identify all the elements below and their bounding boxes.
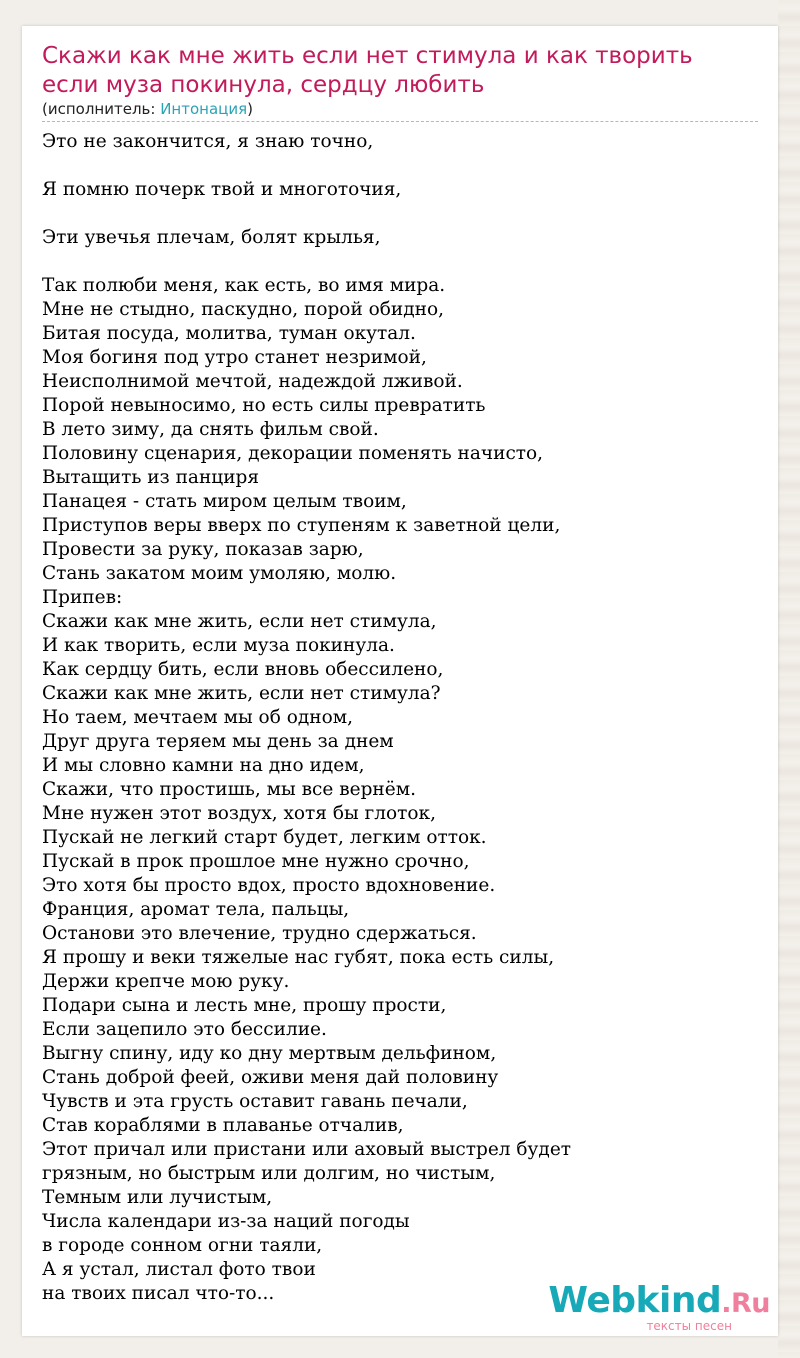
- performer-line: [42, 100, 253, 118]
- lyric-line: Друг друга теряем мы день за днем: [42, 731, 394, 752]
- page-background-edge: [778, 0, 800, 1358]
- lyric-line: на твоих писал что-то...: [42, 1283, 275, 1304]
- lyric-line: Как сердцу бить, если вновь обессилено,: [42, 659, 444, 680]
- lyric-line: Я прошу и веки тяжелые нас губят, пока есть силы,: [42, 947, 555, 968]
- lyric-line: Провести за руку, показав зарю,: [42, 539, 364, 560]
- lyric-line: Битая посуда, молитва, туман окутал.: [42, 323, 416, 344]
- lyric-line: Моя богиня под утро станет незримой,: [42, 347, 427, 368]
- lyric-line: Так полюби меня, как есть, во имя мира.: [42, 275, 446, 296]
- lyric-line: Панацея - стать миром целым твоим,: [42, 491, 407, 512]
- song-title: Скажи как мне жить если нет стимула и как творить если муза покинула, сердцу любить: [42, 43, 693, 98]
- site-logo-name: [548, 1280, 770, 1322]
- lyric-line: Половину сценария, декорации поменять начисто,: [42, 443, 544, 464]
- lyric-line: Приступов веры вверх по ступеням к заветной цели,: [42, 515, 561, 536]
- lyric-line: В лето зиму, да снять фильм свой.: [42, 419, 379, 440]
- lyric-line: Числа календари из-за наций погоды: [42, 1211, 410, 1232]
- lyric-line: Пускай не легкий старт будет, легким отток.: [42, 827, 487, 848]
- lyric-line: Франция, аромат тела, пальцы,: [42, 899, 350, 920]
- performer-prefix: (исполнитель:: [42, 100, 161, 118]
- lyric-line: Вытащить из панциря: [42, 467, 260, 488]
- lyric-line: Припев:: [42, 587, 123, 608]
- lyric-line: Мне нужен этот воздух, хотя бы глоток,: [42, 803, 436, 824]
- lyrics-text: [42, 130, 752, 1306]
- lyric-line: Стань доброй феей, оживи меня дай половину: [42, 1067, 499, 1088]
- lyric-line: грязным, но быстрым или долгим, но чистым,: [42, 1163, 496, 1184]
- performer-suffix: ): [247, 100, 253, 118]
- lyric-line: Мне не стыдно, паскудно, порой обидно,: [42, 299, 444, 320]
- lyric-line: Эти увечья плечам, болят крылья,: [42, 227, 381, 248]
- lyric-line: Порой невыносимо, но есть силы превратить: [42, 395, 486, 416]
- site-logo-tld: .Ru: [721, 1288, 770, 1319]
- lyric-line: Это хотя бы просто вдох, просто вдохновение.: [42, 875, 496, 896]
- site-logo-tagline: тексты песен: [646, 1319, 732, 1333]
- lyric-line: Скажи, что простишь, мы все вернём.: [42, 779, 416, 800]
- lyric-line: И мы словно камни на дно идем,: [42, 755, 365, 776]
- performer-link[interactable]: Интонация: [160, 100, 248, 118]
- lyric-line: Пускай в прок прошлое мне нужно срочно,: [42, 851, 470, 872]
- site-logo[interactable]: [548, 1280, 770, 1333]
- lyric-line: Темным или лучистым,: [42, 1187, 273, 1208]
- lyric-line: Это не закончится, я знаю точно,: [42, 131, 374, 152]
- site-logo-main: Webkind: [548, 1280, 722, 1321]
- lyric-line: И как творить, если муза покинула.: [42, 635, 395, 656]
- lyric-line: Я помню почерк твой и многоточия,: [42, 179, 402, 200]
- lyric-line: Неисполнимой мечтой, надеждой лживой.: [42, 371, 463, 392]
- lyric-line: Стань закатом моим умоляю, молю.: [42, 563, 397, 584]
- lyric-line: Если зацепило это бессилие.: [42, 1019, 327, 1040]
- lyric-line: Подари сына и лесть мне, прошу прости,: [42, 995, 447, 1016]
- lyric-line: Скажи как мне жить, если нет стимула?: [42, 683, 441, 704]
- lyric-line: Держи крепче мою руку.: [42, 971, 290, 992]
- lyric-line: Останови это влечение, трудно сдержаться.: [42, 923, 477, 944]
- lyric-line: А я устал, листал фото твои: [42, 1259, 316, 1280]
- title-divider: [42, 121, 758, 122]
- lyric-line: Став кораблями в плаванье отчалив,: [42, 1115, 404, 1136]
- lyric-line: в городе сонном огни таяли,: [42, 1235, 323, 1256]
- lyric-line: Этот причал или пристани или аховый выстрел будет: [42, 1139, 572, 1160]
- lyric-line: Чувств и эта грусть оставит гавань печали,: [42, 1091, 468, 1112]
- lyric-line: Выгну спину, иду ко дну мертвым дельфином,: [42, 1043, 497, 1064]
- lyrics-card: [22, 26, 778, 1336]
- lyric-line: Скажи как мне жить, если нет стимула,: [42, 611, 437, 632]
- lyric-line: Но таем, мечтаем мы об одном,: [42, 707, 353, 728]
